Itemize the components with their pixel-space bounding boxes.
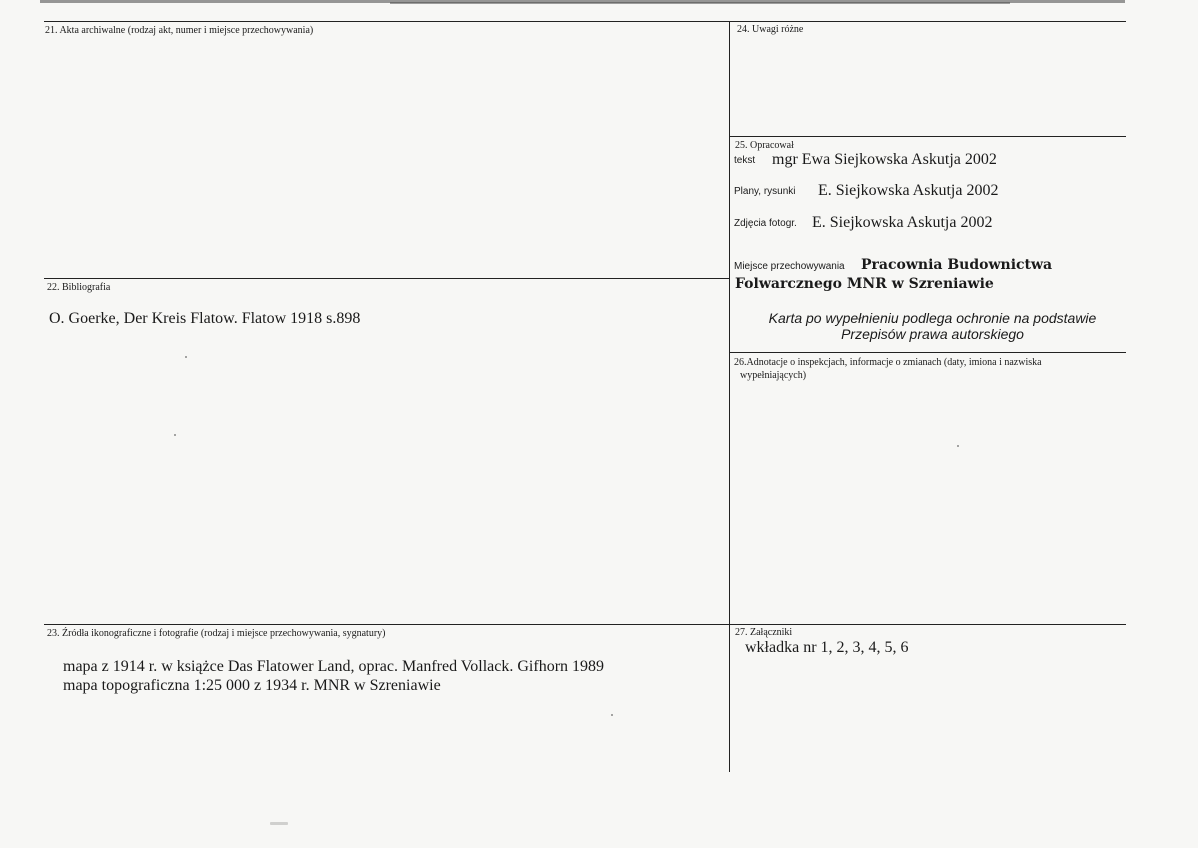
copyright-note-line-1: Karta po wypełnieniu podlega ochronie na podstawie [768,310,1097,326]
iconography-line-1: mapa z 1914 r. w książce Das Flatower Land, oprac. Manfred Vollack. Gifhorn 1989 [63,658,605,675]
attachments-value: wkładka nr 1, 2, 3, 4, 5, 6 [745,639,909,656]
rule-25-top [729,136,1126,137]
miejsce-value-line-2: Folwarcznego MNR w Szreniawie [735,276,994,292]
scan-edge-band-inner [390,2,1010,4]
iconography-line-2: mapa topograficzna 1:25 000 z 1934 r. MNR w Szreniawie [63,677,441,694]
section-24-label: 24. Uwagi różne [737,24,804,35]
miejsce-label: Miejsce przechowywania [734,261,845,272]
section-22-label: 22. Bibliografia [47,282,111,293]
scan-speck [185,356,187,358]
form-column-divider [729,21,730,772]
scan-speck [270,822,288,825]
tekst-value: mgr Ewa Siejkowska Askutja 2002 [772,151,997,168]
rule-27-top [729,624,1126,625]
copyright-note-line-2: Przepisów prawa autorskiego [841,326,1024,342]
zdjecia-value: E. Siejkowska Askutja 2002 [812,214,993,231]
section-23-label: 23. Źródła ikonograficzne i fotografie (rodzaj i miejsce przechowywania, sygnatury) [47,628,386,639]
form-top-rule [44,21,1126,22]
scan-speck [611,714,613,716]
miejsce-value-line-1: Pracownia Budownictwa [861,257,1053,273]
bibliography-entry: O. Goerke, Der Kreis Flatow. Flatow 1918 s.898 [49,310,361,327]
section-27-label: 27. Załączniki [735,627,793,638]
rule-26-top [729,352,1126,353]
plany-label: Plany, rysunki [734,186,796,197]
plany-value: E. Siejkowska Askutja 2002 [818,182,999,199]
rule-22-top [44,278,730,279]
rule-23-top [44,624,730,625]
section-25-label: 25. Opracował [735,140,794,151]
section-26-label-line-1: 26.Adnotacje o inspekcjach, informacje o zmianach (daty, imiona i nazwiska [734,357,1042,368]
scan-speck [957,445,959,447]
zdjecia-label: Zdjęcia fotogr. [734,218,797,229]
section-21-label: 21. Akta archiwalne (rodzaj akt, numer i miejsce przechowywania) [45,25,314,36]
scan-speck [174,434,176,436]
tekst-label: tekst [734,155,756,166]
section-26-label-line-2: wypełniających) [740,370,807,381]
